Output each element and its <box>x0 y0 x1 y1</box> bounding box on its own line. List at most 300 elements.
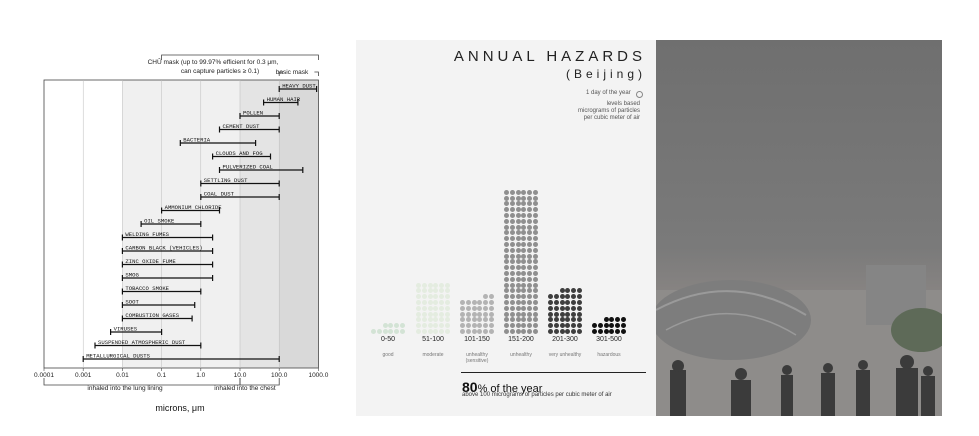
x-axis-label: microns, μm <box>155 403 205 413</box>
day-dot <box>527 294 532 299</box>
day-dot <box>521 306 526 311</box>
particle-label: HUMAN HAIR <box>266 96 301 103</box>
day-dot <box>472 317 477 322</box>
day-dot <box>433 306 438 311</box>
day-dot <box>533 317 538 322</box>
day-dot <box>460 312 465 317</box>
day-dot <box>533 213 538 218</box>
particle-size-svg <box>0 0 350 431</box>
day-dot <box>533 288 538 293</box>
day-dot <box>504 259 509 264</box>
day-dot <box>521 196 526 201</box>
day-dot <box>439 323 444 328</box>
day-dot <box>489 294 494 299</box>
day-dot <box>388 323 393 328</box>
day-dot <box>527 225 532 230</box>
day-dot <box>571 323 576 328</box>
percent-note: above 100 micrograms of particles per cubic meter of air <box>462 392 612 398</box>
day-dot <box>521 294 526 299</box>
day-dot <box>533 242 538 247</box>
day-dot <box>521 277 526 282</box>
day-dot <box>504 323 509 328</box>
dot-pad <box>466 294 471 299</box>
day-dot <box>516 190 521 195</box>
particle-label: SETTLING DUST <box>203 177 248 184</box>
day-dot <box>565 317 570 322</box>
day-dot <box>394 323 399 328</box>
day-dot <box>504 288 509 293</box>
day-dot <box>516 265 521 270</box>
day-dot <box>477 323 482 328</box>
day-dot <box>604 317 609 322</box>
x-tick-label: 10.0 <box>233 372 247 379</box>
day-dot <box>521 219 526 224</box>
day-dot <box>445 294 450 299</box>
dot-bar-51-100 <box>416 283 450 334</box>
day-dot <box>416 294 421 299</box>
day-dot <box>504 196 509 201</box>
day-dot <box>577 300 582 305</box>
day-dot <box>416 288 421 293</box>
day-dot <box>533 248 538 253</box>
day-dot <box>516 312 521 317</box>
day-dot <box>548 312 553 317</box>
chest-label: inhaled into the chest <box>214 385 276 392</box>
day-dot <box>439 294 444 299</box>
day-dot <box>483 306 488 311</box>
day-dot <box>571 317 576 322</box>
day-dot <box>548 306 553 311</box>
dot-pad <box>371 323 376 328</box>
x-tick-label: 0.1 <box>157 372 167 379</box>
day-dot <box>527 230 532 235</box>
day-dot <box>445 323 450 328</box>
day-dot <box>560 329 565 334</box>
day-dot <box>416 300 421 305</box>
day-dot <box>521 242 526 247</box>
day-dot <box>516 329 521 334</box>
day-dot <box>560 317 565 322</box>
day-dot <box>621 323 626 328</box>
particle-label: BACTERIA <box>183 136 211 144</box>
day-dot <box>428 312 433 317</box>
category-label: 301-500 <box>596 336 622 343</box>
day-dot <box>504 294 509 299</box>
day-dot <box>422 300 427 305</box>
day-dot <box>516 288 521 293</box>
day-dot <box>527 196 532 201</box>
day-dot <box>433 300 438 305</box>
day-dot <box>460 306 465 311</box>
day-dot <box>489 312 494 317</box>
day-dot <box>565 294 570 299</box>
day-dot <box>577 306 582 311</box>
day-dot <box>565 288 570 293</box>
day-dot <box>592 323 597 328</box>
day-dot <box>428 317 433 322</box>
day-dot <box>577 329 582 334</box>
day-dot <box>504 230 509 235</box>
day-dot <box>433 294 438 299</box>
day-dot <box>416 283 421 288</box>
particle-label: VIRUSES <box>113 325 138 333</box>
category-descriptor: hazardous <box>597 352 621 358</box>
day-dot <box>516 201 521 206</box>
category-descriptor: moderate <box>422 352 444 358</box>
day-dot <box>460 329 465 334</box>
day-dot <box>533 265 538 270</box>
day-dot <box>466 300 471 305</box>
day-dot <box>510 259 515 264</box>
day-dot <box>521 248 526 253</box>
day-dot <box>521 329 526 334</box>
day-dot <box>388 329 393 334</box>
day-dot <box>533 323 538 328</box>
day-dot <box>565 329 570 334</box>
day-dot <box>483 312 488 317</box>
particle-label: AMMONIUM CHLORIDE <box>164 204 222 211</box>
day-dot <box>504 225 509 230</box>
day-dot <box>510 294 515 299</box>
day-dot <box>521 323 526 328</box>
day-dot <box>621 317 626 322</box>
day-dot <box>527 300 532 305</box>
day-dot <box>516 283 521 288</box>
percent-suffix: % of the year <box>477 383 543 395</box>
day-dot <box>472 300 477 305</box>
day-dot <box>460 323 465 328</box>
particle-label: CEMENT DUST <box>222 123 260 130</box>
day-dot <box>527 213 532 218</box>
day-dot <box>510 236 515 241</box>
day-dot <box>422 317 427 322</box>
day-dot <box>477 306 482 311</box>
lung-bracket <box>44 378 240 385</box>
day-dot <box>554 312 559 317</box>
particle-label: SUSPENDED ATMOSPHERIC DUST <box>98 339 186 346</box>
x-tick-label: 0.0001 <box>34 372 54 379</box>
day-dot <box>560 312 565 317</box>
day-dot <box>472 312 477 317</box>
day-dot <box>521 190 526 195</box>
mask-annotation-line-2: can capture particles ≥ 0.1) <box>180 68 260 75</box>
day-dot <box>527 265 532 270</box>
day-dot <box>598 329 603 334</box>
day-dot <box>615 329 620 334</box>
lung-lining-label: inhaled into the lung lining <box>87 385 163 392</box>
day-dot <box>428 306 433 311</box>
day-dot <box>460 300 465 305</box>
day-dot <box>521 312 526 317</box>
day-dot <box>548 294 553 299</box>
day-dot <box>510 248 515 253</box>
day-dot <box>466 329 471 334</box>
day-dot <box>516 230 521 235</box>
day-dot <box>510 225 515 230</box>
basic-mask-label: basic mask <box>275 69 309 76</box>
day-dot <box>483 323 488 328</box>
day-dot <box>571 312 576 317</box>
day-dot <box>516 323 521 328</box>
day-dot <box>428 294 433 299</box>
day-dot <box>489 300 494 305</box>
day-dot <box>604 329 609 334</box>
day-dot <box>445 312 450 317</box>
day-dot <box>422 306 427 311</box>
dot-pad <box>477 294 482 299</box>
category-descriptor: unhealthy <box>510 352 532 358</box>
legend-circle-icon <box>636 91 643 98</box>
day-dot <box>521 230 526 235</box>
day-dot <box>527 236 532 241</box>
day-dot <box>510 283 515 288</box>
day-dot <box>422 323 427 328</box>
day-dot <box>504 277 509 282</box>
day-dot <box>445 300 450 305</box>
day-dot <box>565 306 570 311</box>
day-dot <box>516 254 521 259</box>
day-dot <box>527 288 532 293</box>
day-dot <box>533 190 538 195</box>
day-dot <box>516 196 521 201</box>
day-dot <box>527 317 532 322</box>
day-dot <box>510 300 515 305</box>
day-dot <box>571 294 576 299</box>
day-dot <box>510 242 515 247</box>
particle-label: CARBON BLACK (VEHICLES) <box>125 244 203 252</box>
day-dot <box>571 329 576 334</box>
particle-label: TOBACCO SMOKE <box>125 285 170 292</box>
day-dot <box>533 236 538 241</box>
day-dot <box>445 283 450 288</box>
day-dot <box>554 300 559 305</box>
day-dot <box>439 317 444 322</box>
day-dot <box>548 323 553 328</box>
day-dot <box>598 323 603 328</box>
dot-bar-101-150 <box>460 294 494 334</box>
day-dot <box>510 306 515 311</box>
day-dot <box>533 259 538 264</box>
day-dot <box>521 271 526 276</box>
day-dot <box>615 317 620 322</box>
day-dot <box>621 329 626 334</box>
day-dot <box>466 306 471 311</box>
day-dot <box>527 283 532 288</box>
day-dot <box>483 294 488 299</box>
day-dot <box>516 248 521 253</box>
day-dot <box>609 323 614 328</box>
day-dot <box>439 288 444 293</box>
day-dot <box>577 312 582 317</box>
day-dot <box>560 306 565 311</box>
day-dot <box>516 306 521 311</box>
day-dot <box>504 254 509 259</box>
day-dot <box>439 283 444 288</box>
day-dot <box>533 312 538 317</box>
day-dot <box>383 329 388 334</box>
day-dot <box>527 219 532 224</box>
day-dot <box>527 323 532 328</box>
dot-pad <box>377 323 382 328</box>
legend-note: levels based micrograms of particles per cubic meter of air <box>577 101 640 121</box>
day-dot <box>565 323 570 328</box>
day-dot <box>548 329 553 334</box>
day-dot <box>521 288 526 293</box>
dot-pad <box>472 294 477 299</box>
day-dot <box>533 201 538 206</box>
day-dot <box>554 294 559 299</box>
category-descriptor: very unhealthy <box>548 352 582 358</box>
day-dot <box>466 317 471 322</box>
day-dot <box>400 329 405 334</box>
day-dot <box>416 312 421 317</box>
day-dot <box>533 254 538 259</box>
day-dot <box>433 323 438 328</box>
day-dot <box>615 323 620 328</box>
mask-annotation-line-1: CHŪ mask (up to 99.97% efficient for 0.3 μm, <box>147 59 279 66</box>
day-dot <box>604 323 609 328</box>
particle-label: OIL SMOKE <box>144 217 175 225</box>
day-dot <box>510 265 515 270</box>
day-dot <box>483 300 488 305</box>
day-dot <box>428 329 433 334</box>
x-tick-label: 1000.0 <box>308 372 329 379</box>
x-tick-label: 0.01 <box>116 372 129 379</box>
day-dot <box>416 317 421 322</box>
day-dot <box>548 300 553 305</box>
shade-basic-mask <box>279 80 318 368</box>
particle-label: SOOT <box>125 298 139 306</box>
day-dot <box>383 323 388 328</box>
day-dot <box>554 306 559 311</box>
day-dot <box>472 323 477 328</box>
day-dot <box>560 300 565 305</box>
day-dot <box>439 312 444 317</box>
day-dot <box>510 288 515 293</box>
particle-label: WELDING FUMES <box>125 231 170 238</box>
day-dot <box>521 225 526 230</box>
day-dot <box>472 329 477 334</box>
day-dot <box>577 288 582 293</box>
day-dot <box>416 323 421 328</box>
day-dot <box>504 248 509 253</box>
day-dot <box>533 230 538 235</box>
day-dot <box>477 317 482 322</box>
day-dot <box>428 283 433 288</box>
day-dot <box>510 323 515 328</box>
day-dot <box>527 248 532 253</box>
day-dot <box>527 312 532 317</box>
dot-pad <box>554 288 559 293</box>
day-dot <box>571 300 576 305</box>
day-dot <box>554 317 559 322</box>
day-dot <box>477 312 482 317</box>
particle-size-chart <box>0 0 350 431</box>
hazards-subtitle: (Beijing) <box>565 67 646 81</box>
day-dot <box>504 190 509 195</box>
day-dot <box>510 312 515 317</box>
day-dot <box>510 190 515 195</box>
day-dot <box>527 306 532 311</box>
hazards-title: ANNUAL HAZARDS <box>453 48 646 65</box>
day-dot <box>510 207 515 212</box>
day-dot <box>472 306 477 311</box>
particle-label: PULVERIZED COAL <box>222 163 273 171</box>
day-dot <box>521 201 526 206</box>
day-dot <box>510 254 515 259</box>
day-dot <box>504 219 509 224</box>
particle-label: ZINC OXIDE FUME <box>125 258 176 265</box>
day-dot <box>577 294 582 299</box>
day-dot <box>510 213 515 218</box>
day-dot <box>527 271 532 276</box>
day-dot <box>422 288 427 293</box>
day-dot <box>445 288 450 293</box>
day-dot <box>533 271 538 276</box>
dot-pad <box>548 288 553 293</box>
day-dot <box>527 254 532 259</box>
day-dot <box>510 196 515 201</box>
day-dot <box>516 236 521 241</box>
day-dot <box>554 323 559 328</box>
day-dot <box>571 288 576 293</box>
day-dot <box>527 259 532 264</box>
day-dot <box>510 317 515 322</box>
day-dot <box>609 329 614 334</box>
day-dot <box>510 201 515 206</box>
day-dot <box>533 294 538 299</box>
day-dot <box>433 283 438 288</box>
day-dot <box>504 201 509 206</box>
summary-rule <box>461 372 646 373</box>
day-dot <box>445 306 450 311</box>
day-dot <box>516 294 521 299</box>
day-dot <box>439 306 444 311</box>
day-dot <box>433 288 438 293</box>
day-dot <box>554 329 559 334</box>
day-dot <box>422 312 427 317</box>
day-dot <box>516 317 521 322</box>
day-dot <box>533 306 538 311</box>
dot-bar-0-50 <box>371 323 405 334</box>
photo-illustration <box>656 40 942 416</box>
particle-label: COAL DUST <box>203 190 235 198</box>
x-tick-label: 100.0 <box>271 372 288 379</box>
day-dot <box>516 277 521 282</box>
annual-hazards-panel <box>356 40 656 416</box>
particle-label: METALLURGICAL DUSTS <box>86 352 150 360</box>
day-dot <box>521 317 526 322</box>
x-tick-label: 1.0 <box>196 372 206 379</box>
day-dot <box>477 300 482 305</box>
day-dot <box>527 242 532 247</box>
day-dot <box>516 300 521 305</box>
day-dot <box>533 277 538 282</box>
day-dot <box>527 190 532 195</box>
day-dot <box>533 329 538 334</box>
day-dot <box>504 213 509 218</box>
day-dot <box>510 230 515 235</box>
day-dot <box>527 207 532 212</box>
day-dot <box>428 300 433 305</box>
day-dot <box>422 329 427 334</box>
day-dot <box>592 329 597 334</box>
category-label: 101-150 <box>464 336 490 343</box>
day-dot <box>565 300 570 305</box>
day-dot <box>577 323 582 328</box>
category-label: 201-300 <box>552 336 578 343</box>
day-dot <box>433 329 438 334</box>
